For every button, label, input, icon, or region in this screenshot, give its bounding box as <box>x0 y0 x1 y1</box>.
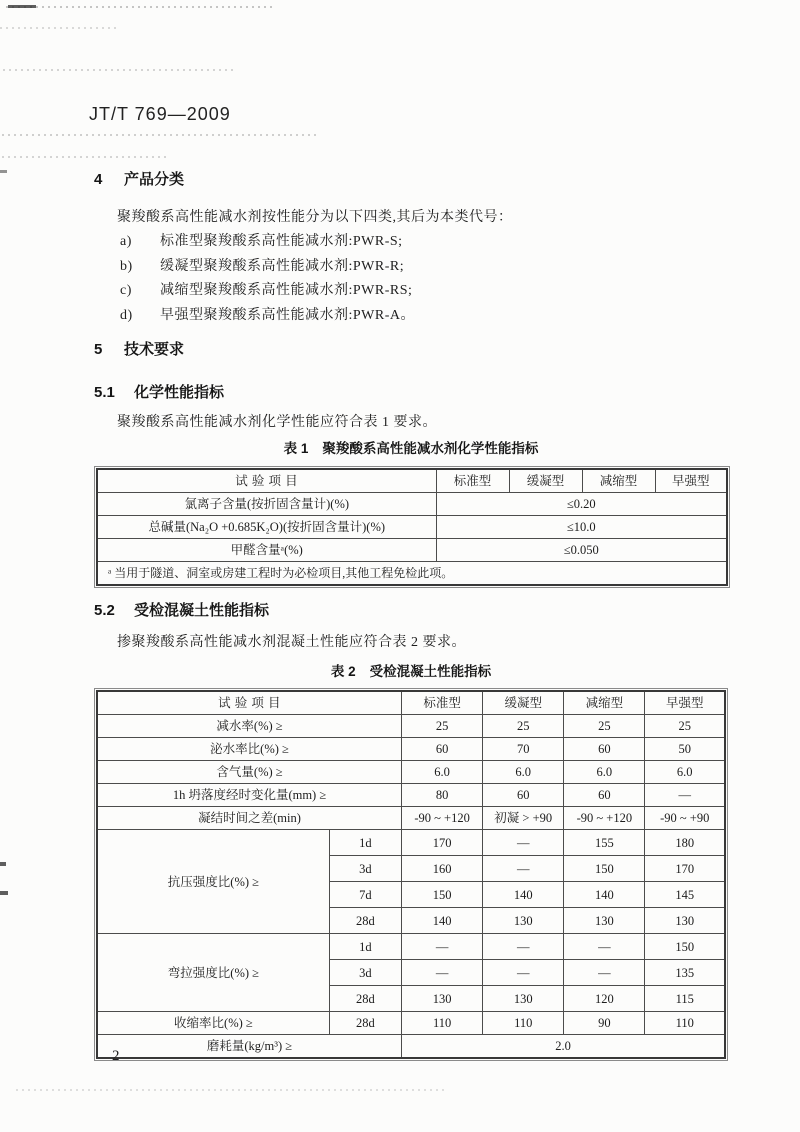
table2-cell: 60 <box>483 784 564 807</box>
list-item-marker: a) <box>120 234 132 249</box>
table1-row-value: ≤0.20 <box>436 493 727 516</box>
section5-2-title: 受检混凝土性能指标 <box>134 602 270 619</box>
table2-cell: 6.0 <box>564 761 645 784</box>
table2-cell: 150 <box>645 934 725 960</box>
table-row <box>97 1012 725 1035</box>
section5-heading <box>94 338 184 359</box>
table2-cell: 2.0 <box>402 1035 725 1059</box>
section5-1-number: 5.1 <box>94 384 115 401</box>
section4-number: 4 <box>94 171 103 188</box>
standard-number: JT/T 769—2009 <box>89 104 231 124</box>
table2-cell: 170 <box>645 856 725 882</box>
table2-cell: 25 <box>483 715 564 738</box>
section5-1-body: 聚羧酸系高性能减水剂化学性能应符合表 1 要求。 <box>117 415 437 430</box>
table2-cell: 110 <box>645 1012 725 1035</box>
table2-cell: 110 <box>402 1012 483 1035</box>
table2-row-label: 1h 坍落度经时变化量(mm) ≥ <box>97 784 402 807</box>
list-item <box>120 279 415 304</box>
table2-age-cell: 28d <box>329 986 401 1012</box>
scan-artifact <box>0 170 7 173</box>
table1-row-label: 总碱量(Na₂O +0.685K₂O)(按折固含量计)(%) <box>97 516 436 539</box>
table2-cell: 25 <box>402 715 483 738</box>
section5-title: 技术要求 <box>124 341 185 358</box>
scan-artifact <box>2 156 167 158</box>
table2-cell: 6.0 <box>483 761 564 784</box>
table2-cell: — <box>564 960 645 986</box>
table1-chemical-properties <box>96 468 728 586</box>
table-row <box>97 469 727 493</box>
table2-age-cell: 1d <box>329 830 401 856</box>
table-row <box>97 562 727 586</box>
table2-cell: — <box>402 960 483 986</box>
table2-cell: 90 <box>564 1012 645 1035</box>
scan-artifact <box>0 862 6 866</box>
list-item-text: 标准型聚羧酸系高性能减水剂:PWR-S; <box>160 234 403 249</box>
section5-2-body: 掺聚羧酸系高性能减水剂混凝土性能应符合表 2 要求。 <box>117 635 466 650</box>
table2-cell: — <box>402 934 483 960</box>
table2-cell: 145 <box>645 882 725 908</box>
table2-cell: 80 <box>402 784 483 807</box>
table2-caption <box>96 660 726 680</box>
table2-cell: 6.0 <box>402 761 483 784</box>
scan-artifact <box>8 5 36 8</box>
table-row <box>97 715 725 738</box>
table2-cell: 25 <box>645 715 725 738</box>
section5-2-heading <box>94 599 269 620</box>
table2-caption-number: 表 2 <box>330 664 356 679</box>
table2-age-cell: 28d <box>329 908 401 934</box>
section4-title: 产品分类 <box>124 171 185 188</box>
table1-caption-number: 表 1 <box>283 441 309 456</box>
table1-row-value: ≤0.050 <box>436 539 727 562</box>
table-row <box>97 1035 725 1059</box>
section4-heading <box>94 168 184 189</box>
table2-cell: — <box>483 830 564 856</box>
list-item-text: 早强型聚羧酸系高性能减水剂:PWR-A。 <box>160 307 415 323</box>
table2-age-cell: 7d <box>329 882 401 908</box>
table2-cell: 155 <box>564 830 645 856</box>
table1-footnote: ᵃ 当用于隧道、洞室或房建工程时为必检项目,其他工程免检此项。 <box>97 562 727 586</box>
scan-artifact <box>3 69 233 71</box>
table-row <box>97 691 725 715</box>
list-item-marker: c) <box>120 283 132 298</box>
table-row <box>97 493 727 516</box>
table2-age-cell: 1d <box>329 934 401 960</box>
list-item-text: 缓凝型聚羧酸系高性能减水剂:PWR-R; <box>160 258 405 274</box>
table-row <box>97 784 725 807</box>
table1-col-header: 减缩型 <box>582 469 655 493</box>
table2-cell: 150 <box>402 882 483 908</box>
table2-cell: 130 <box>564 908 645 934</box>
table2-cell: 60 <box>564 738 645 761</box>
list-item-marker: b) <box>120 258 133 274</box>
table2-cell: 110 <box>483 1012 564 1035</box>
table2-cell: 180 <box>645 830 725 856</box>
table2-row-label: 抗压强度比(%) ≥ <box>97 830 329 934</box>
table1-row-value: ≤10.0 <box>436 516 727 539</box>
table2-cell: 初凝 > +90 <box>483 807 564 830</box>
table2-age-cell: 3d <box>329 856 401 882</box>
table2-cell: 140 <box>402 908 483 934</box>
table-row <box>97 830 725 856</box>
table1-caption <box>96 437 726 457</box>
table2-cell: 140 <box>564 882 645 908</box>
table1-col-header: 试 验 项 目 <box>97 469 436 493</box>
list-item-text: 减缩型聚羧酸系高性能减水剂:PWR-RS; <box>160 283 413 298</box>
table-row <box>97 807 725 830</box>
table2-cell: 130 <box>402 986 483 1012</box>
table2-row-label: 含气量(%) ≥ <box>97 761 402 784</box>
section5-2-number: 5.2 <box>94 602 115 619</box>
table2-row-label: 减水率(%) ≥ <box>97 715 402 738</box>
table2-cell: 150 <box>564 856 645 882</box>
table2-cell: 135 <box>645 960 725 986</box>
table2-cell: 115 <box>645 986 725 1012</box>
table2-cell: 160 <box>402 856 483 882</box>
table-row <box>97 516 727 539</box>
table2-col-header: 标准型 <box>402 691 483 715</box>
table2-col-header: 减缩型 <box>564 691 645 715</box>
list-item <box>120 230 415 255</box>
section4-intro: 聚羧酸系高性能减水剂按性能分为以下四类,其后为本类代号： <box>117 210 513 225</box>
table-row <box>97 539 727 562</box>
list-item <box>120 304 415 329</box>
table2-row-label: 磨耗量(kg/m³) ≥ <box>97 1035 402 1059</box>
table2-cell: 130 <box>483 986 564 1012</box>
table-row <box>97 738 725 761</box>
scan-artifact <box>2 134 317 136</box>
scan-artifact <box>0 891 8 895</box>
table2-cell: 120 <box>564 986 645 1012</box>
table-row <box>97 761 725 784</box>
table-row <box>97 934 725 960</box>
list-item-marker: d) <box>120 307 133 323</box>
classification-list <box>120 230 415 328</box>
table1-caption-title: 聚羧酸系高性能减水剂化学性能指标 <box>322 441 539 456</box>
table2-col-header: 试 验 项 目 <box>97 691 402 715</box>
table2-cell: 140 <box>483 882 564 908</box>
scan-artifact <box>6 6 276 8</box>
table1-row-label: 甲醛含量ᵃ(%) <box>97 539 436 562</box>
table2-col-header: 早强型 <box>645 691 725 715</box>
section5-1-title: 化学性能指标 <box>134 384 225 401</box>
table1-col-header: 标准型 <box>436 469 509 493</box>
table2-cell: 6.0 <box>645 761 725 784</box>
table2-cell: — <box>483 856 564 882</box>
section5-number: 5 <box>94 341 103 358</box>
table2-cell: 25 <box>564 715 645 738</box>
table1-row-label: 氯离子含量(按折固含量计)(%) <box>97 493 436 516</box>
table2-age-cell: 28d <box>329 1012 401 1035</box>
table2-cell: 130 <box>645 908 725 934</box>
table2-age-cell: 3d <box>329 960 401 986</box>
section5-1-heading <box>94 381 224 402</box>
table2-concrete-properties <box>96 690 726 1059</box>
list-item <box>120 255 415 280</box>
table2-cell: -90 ~ +120 <box>564 807 645 830</box>
table2-cell: 70 <box>483 738 564 761</box>
table2-row-label: 收缩率比(%) ≥ <box>97 1012 329 1035</box>
table2-cell: -90 ~ +90 <box>645 807 725 830</box>
table1-col-header: 早强型 <box>655 469 727 493</box>
table2-row-label: 凝结时间之差(min) <box>97 807 402 830</box>
table2-cell: 60 <box>402 738 483 761</box>
table2-cell: 50 <box>645 738 725 761</box>
table2-row-label: 泌水率比(%) ≥ <box>97 738 402 761</box>
table2-cell: 170 <box>402 830 483 856</box>
table1-col-header: 缓凝型 <box>509 469 582 493</box>
table2-cell: — <box>483 960 564 986</box>
table2-caption-title: 受检混凝土性能指标 <box>369 664 492 679</box>
scan-artifact <box>0 27 120 29</box>
scan-artifact <box>16 1089 446 1091</box>
table2-cell: — <box>645 784 725 807</box>
table2-cell: 60 <box>564 784 645 807</box>
table2-cell: — <box>564 934 645 960</box>
table2-col-header: 缓凝型 <box>483 691 564 715</box>
table2-cell: 130 <box>483 908 564 934</box>
table2-row-label: 弯拉强度比(%) ≥ <box>97 934 329 1012</box>
page-number: 2 <box>112 1048 120 1064</box>
table2-cell: -90 ~ +120 <box>402 807 483 830</box>
table2-cell: — <box>483 934 564 960</box>
